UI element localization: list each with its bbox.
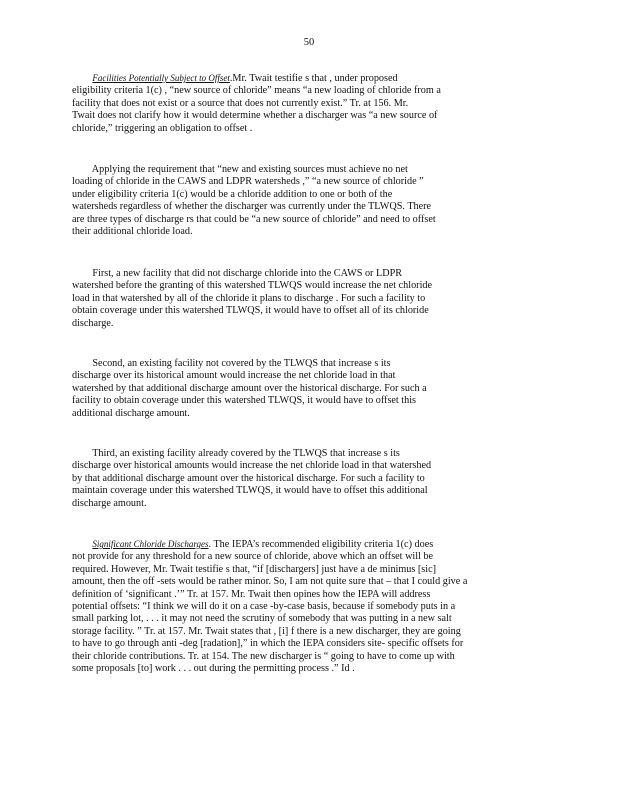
paragraph-line: under eligibility criteria 1(c) would be a chloride addition to one or both of the	[72, 188, 393, 200]
paragraph-line: facility to obtain coverage under this watershed TLWQS, it would have to offset this	[72, 395, 417, 407]
paragraph-line: are three types of discharge rs that could be “a new source of chloride” and need to offset	[72, 213, 436, 225]
paragraph-line: Third, an existing facility already covered by the TLWQS that increase s its	[72, 448, 400, 459]
paragraph-line: required. However, Mr. Twait testifie s that, “if [dischargers] just have a de minimus [sic]	[72, 563, 437, 575]
paragraph-line: watersheds regardless of whether the discharger was currently under the TLWQS. There	[72, 201, 432, 213]
paragraph-line	[72, 72, 542, 85]
paragraph-line: load in that watershed by all of the chloride it plans to discharge . For such a facility to	[72, 292, 426, 304]
paragraph-line: Second, an existing facility not covered by the TLWQS that increase s its	[72, 358, 391, 369]
paragraph-line: maintain coverage under this watershed TLWQS, it would have to offset this additional	[72, 485, 428, 497]
section-heading: Significant Chloride Discharges	[92, 539, 209, 549]
paragraph-line	[72, 538, 542, 551]
section-heading: Facilities Potentially Subject to Offset	[92, 73, 230, 83]
paragraph-line: discharge over its historical amount would increase the net chloride load in that	[72, 370, 396, 382]
paragraph-applying-requirement	[72, 164, 542, 238]
paragraph-line: Twait does not clarify how it would determine whether a discharger was “a new source of	[72, 110, 438, 122]
paragraph-line: some proposals [to] work . . . out during the permitting process .” Id .	[72, 663, 355, 675]
paragraph-line: their chloride contributions. Tr. at 154. The new discharger is “ going to have to come up with	[72, 650, 455, 662]
paragraph-line: their additional chloride load.	[72, 226, 193, 238]
paragraph-line: watershed before the granting of this watershed TLWQS would increase the net chloride	[72, 280, 433, 292]
paragraph-line: facility that does not exist or a source that does not currently exist.” Tr. at 156. Mr.	[72, 97, 409, 109]
paragraph-line: obtain coverage under this watershed TLWQS, it would have to offset all of its chloride	[72, 305, 429, 317]
paragraph-line: by that additional discharge amount over the historical discharge. For such a facility to	[72, 472, 425, 484]
paragraph-line: watershed by that additional discharge amount over the historical discharge. For such a	[72, 382, 427, 394]
paragraph-third-covered-facility	[72, 448, 542, 510]
paragraph-second-existing-facility	[72, 358, 542, 420]
paragraph-line: potential offsets: “I think we will do it on a case -by-case basis, because if somebody puts in a	[72, 601, 456, 613]
paragraph-line: additional discharge amount.	[72, 407, 190, 419]
paragraph-line: Applying the requirement that “new and existing sources must achieve no net	[72, 164, 408, 175]
paragraph-line: chloride,” triggering an obligation to offset .	[72, 122, 253, 134]
paragraph-line: eligibility criteria 1(c) , “new source of chloride” means “a new loading of chloride from a	[72, 85, 441, 97]
line-text: .Mr. Twait testifie s that , under proposed	[229, 73, 398, 84]
page-number: 50	[303, 37, 315, 48]
paragraph-line: discharge.	[72, 317, 114, 329]
paragraph-line: amount, then the off -sets would be rather minor. So, I am not quite sure that – that I could give a	[72, 576, 468, 588]
paragraph-line: discharge amount.	[72, 497, 147, 509]
paragraph-line: loading of chloride in the CAWS and LDPR watersheds ,” “a new source of chloride ”	[72, 176, 424, 188]
paragraph-significant-discharges	[72, 538, 542, 675]
paragraph-line: definition of ‘significant .’” Tr. at 157. Mr. Twait then opines how the IEPA will address	[72, 588, 431, 600]
paragraph-line: to have to go through anti -deg [radation],” in which the IEPA considers site- specific offsets for	[72, 638, 464, 650]
paragraph-line: small parking lot, . . . it may not need the scrutiny of somebody that was putting in a new salt	[72, 613, 452, 625]
paragraph-line: First, a new facility that did not discharge chloride into the CAWS or LDPR	[72, 268, 403, 279]
paragraph-line: storage facility. ” Tr. at 157. Mr. Twait states that , [i] f there is a new discharger, they are going	[72, 625, 461, 637]
paragraph-line: discharge over historical amounts would increase the net chloride load in that watershed	[72, 460, 432, 472]
paragraph-line: not provide for any threshold for a new source of chloride, above which an offset will be	[72, 551, 434, 563]
paragraph-first-new-facility	[72, 268, 542, 330]
line-text: . The IEPA’s recommended eligibility criteria 1(c) does	[208, 539, 434, 550]
paragraph-facilities-offset	[72, 72, 542, 135]
